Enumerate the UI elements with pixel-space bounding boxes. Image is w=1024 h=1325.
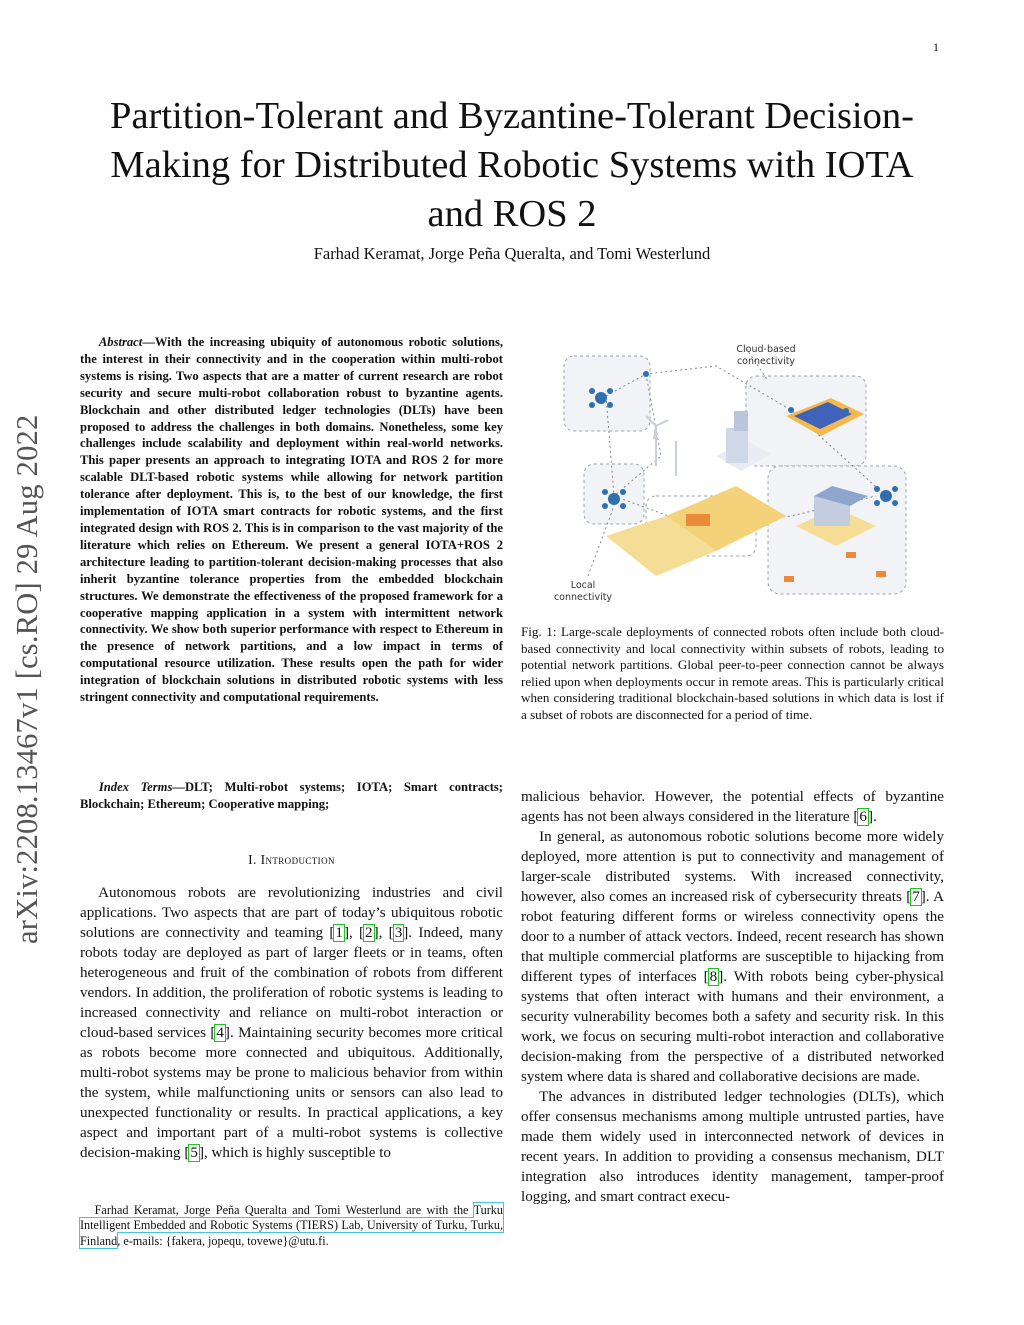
intro-text: Autonomous robots are revolutionizing industries and civil applications. Two aspects that are part of today’s ubiquitous robotic solutions are connectivity and teaming — [80, 885, 503, 941]
abstract — [80, 334, 503, 706]
citation-link[interactable]: 7 — [912, 889, 920, 905]
body-text: malicious behavior. However, the potential effects of byzantine agents has not been always considered in the literature — [521, 789, 944, 825]
section-title: Introduction — [260, 852, 335, 867]
section-heading — [80, 852, 503, 868]
wind-turbines — [646, 416, 676, 476]
citation-link[interactable]: 4 — [216, 1025, 224, 1041]
affiliation-link[interactable]: Turku Intelligent Embedded and Robotic Systems (TIERS) Lab, University of Turku, Turku, Finland — [80, 1203, 503, 1248]
harvester-robot — [686, 514, 710, 526]
introduction-body: Autonomous robots are revolutionizing industries and civil applications. Two aspects that are part of today’s ubiquitous robotic solutions are connectivity and teaming [1], [2], [3]. Indeed, many robots today are deployed as part of larger fleets or in teams, often heterogeneous and fruit of the combination of robots from different vendors. In addition, the proliferation of robotic systems is leading to increased connectivity and reliance on multi-robot interaction or cloud-based services [4]. Maintaining security becomes more critical as robots become more connected and ubiquitous. Additionally, multi-robot systems may be prone to malicious behavior from within the system, while malfunctioning units or sensors can also lead to unexpected functionality or results. In practical applications, a key aspect and important part of a multi-robot systems is collective decision-making [5], which is highly susceptible to — [80, 885, 503, 1161]
body-text: In general, as autonomous robotic solutions become more widely deployed, more attention is put to connectivity and management of larger-scale distributed systems. With increased connectivity, however, also comes an increased risk of cybersecurity threats — [521, 829, 944, 905]
figure-1-caption: Fig. 1: Large-scale deployments of connected robots often include both cloud-based connectivity and local connectivity within subsets of robots, leading to potential network partitions. Global peer-to-peer connection cannot be always relied upon when deployments occur in remote areas. This is particularly critical when considering traditional blockchain-based solutions in which data is lost if a subset of robots are disconnected for a period of time. — [521, 624, 944, 722]
local-cluster-region — [564, 356, 650, 431]
arxiv-identifier: arXiv:2208.13467v1 [cs.RO] 29 Aug 2022 — [10, 414, 44, 944]
paper-title: Partition-Tolerant and Byzantine-Tolerant Decision-Making for Distributed Robotic Systems with IOTA and ROS 2 — [110, 95, 914, 235]
intro-text: Maintaining security becomes more critical as robots become more connected and ubiquitous. Additionally, multi-robot systems may be prone to malicious behavior from within the system, while malfunctioning units or sensors can also lead to unexpected functionality or results. In practical applications, a key aspect and important part of a multi-robot systems is collective decision-making — [80, 1025, 503, 1161]
footnote-emails: , e-mails: {fakera, jopequ, tovewe}@utu.fi. — [117, 1233, 329, 1248]
index-terms-text: —DLT; Multi-robot systems; IOTA; Smart contracts; Blockchain; Ethereum; Cooperative mapping; — [80, 780, 503, 811]
figure-label-local: Local connectivity — [553, 580, 613, 603]
abstract-text: —With the increasing ubiquity of autonomous robotic solutions, the interest in their connectivity and in the cooperation within multi-robot systems is rising. Two aspects that are a matter of current research are robot security and secure multi-robot collaboration robust to byzantine agents. Blockchain and other distributed ledger technologies (DLTs) have been proposed to address the challenges in both domains. Nonetheless, some key challenges include scalability and deployment within real-world networks. This paper presents an approach to integrating IOTA and ROS 2 for more scalable DLT-based robotic systems while allowing for network partition tolerance after deployment. This is, to the best of our knowledge, the first implementation of IOTA smart contracts for robotic systems, and the first integrated design with ROS 2. This is in comparison to the vast majority of the literature which relies on Ethereum. We present a general IOTA+ROS 2 architecture leading to partition-tolerant decision-making processes that also inherit byzantine tolerance properties from the embedded blockchain structures. We demonstrate the effectiveness of the proposed framework for a cooperative mapping application in a system with intermittent network connectivity. We show both superior performance with respect to Ethereum in the presence of network partitions, and a low impact in terms of computational resource utilization. These results open the path for wider integration of blockchain solutions in distributed robotic systems with less stringent connectivity and computational requirements. — [80, 335, 503, 705]
figure-label-cloud: Cloud-based connectivity — [736, 344, 796, 367]
right-column-body: malicious behavior. However, the potential effects of byzantine agents has not been always considered in the literature [6]. In general, as autonomous robotic solutions become more widely deployed, more attention is put to connectivity and management of larger-scale distributed systems. With increased connectivity, however, also comes an increased risk of cybersecurity threats [7]. A robot featuring different forms or wireless connectivity opens the door to a number of attack vectors. Indeed, recent research has shown that multiple commercial platforms are susceptible to hijacking from different types of interfaces [8]. With robots being cyber-physical systems that often interact with humans and their environment, a security vulnerability becomes both a safety and security risk. In this work, we focus on securing multi-robot interaction and collaborative decision-making from the perspective of a distributed networked system where data is shared and collaborative decisions are made. The advances in distributed ledger technologies (DLTs), which offer consensus mechanisms among multiple untrusted parties, have made them widely used in interconnected network of devices in recent years. In addition to providing a consensus mechanism, DLT integration also introduces identity management, tamper-proof logging, and smart contract execu- — [521, 789, 944, 1205]
intro-text: Indeed, many robots today are deployed as part of larger fleets or in teams, often heterogeneous and fruit of the combination of robots from different vendors. In addition, the proliferation of robotic systems is leading to increased connectivity and reliance on multi-robot interaction or cloud-based services — [80, 925, 503, 1041]
citation-link[interactable]: 1 — [335, 925, 343, 941]
citation-link[interactable]: 3 — [394, 925, 403, 941]
author-footnote — [80, 1203, 503, 1249]
body-text: The advances in distributed ledger technologies (DLTs), which offer consensus mechanisms among multiple untrusted parties, have made them widely used in interconnected network of devices in recent years. In addition to providing a consensus mechanism, DLT integration also introduces identity management, tamper-proof logging, and smart contract execu- — [521, 1089, 944, 1205]
footnote-text: Farhad Keramat, Jorge Peña Queralta and Tomi Westerlund are with the — [94, 1203, 474, 1217]
index-terms-label: Index Terms — [98, 780, 173, 794]
abstract-label: Abstract — [98, 335, 143, 349]
body-text: . A robot featuring different forms or wireless connectivity opens the door to a number of attack vectors. Indeed, recent research has shown that multiple commercial platforms are susceptible to hijacking from different types of interfaces — [521, 889, 944, 985]
author-list: Farhad Keramat, Jorge Peña Queralta, and Tomi Westerlund — [313, 244, 711, 263]
section-number: I. — [248, 852, 257, 867]
citation-link[interactable]: 2 — [365, 925, 373, 941]
intro-text: , which is highly susceptible to — [203, 1145, 391, 1161]
body-text: . With robots being cyber-physical systems that often interact with humans and their environment, a security vulnerability becomes both a safety and security risk. In this work, we focus on securing multi-robot interaction and collaborative decision-making from the perspective of a distributed networked system where data is shared and collaborative decisions are made. — [521, 969, 944, 1085]
figure-1-illustration — [546, 336, 923, 611]
page-number: 1 — [933, 40, 939, 54]
citation-link[interactable]: 6 — [859, 809, 867, 825]
citation-link[interactable]: 5 — [190, 1145, 198, 1161]
citation-link[interactable]: 8 — [709, 969, 718, 985]
index-terms — [80, 779, 503, 813]
